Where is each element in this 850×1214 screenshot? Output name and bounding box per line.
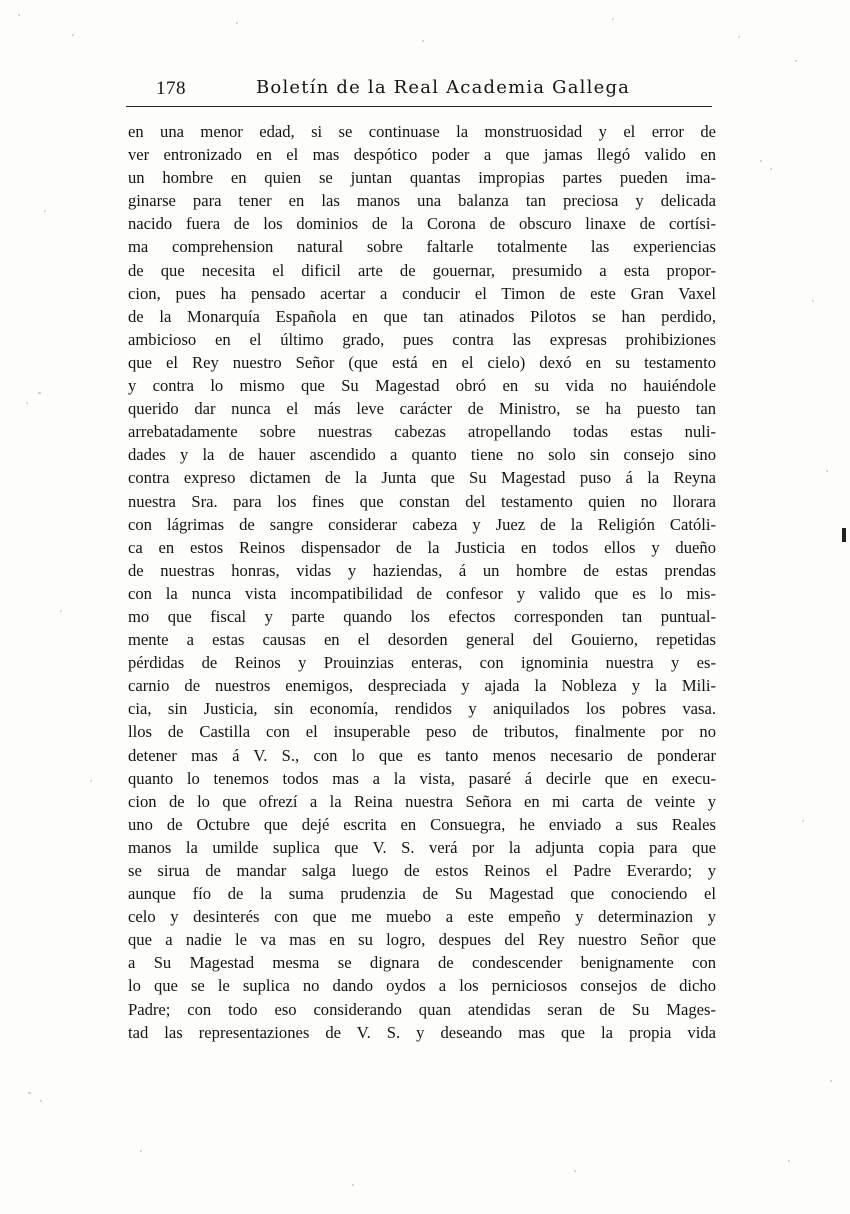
scan-speck [38,392,41,394]
running-title: Boletín de la Real Academia Gallega [256,77,631,98]
scan-speck [795,60,797,62]
scan-speck [40,1100,42,1102]
text-line: pérdidas de Reinos y Prouinzias enteras, con ignominia nuestra y es- [128,653,716,673]
text-line: uno de Octubre que dejé escrita en Consuegra, he enviado a sus Reales [128,814,716,834]
text-line: carnio de nuestros enemigos, despreciada y ajada la Nobleza y la Mili- [128,676,716,696]
text-line: Padre; con todo eso considerando quan atendidas seran de Su Mages- [128,999,716,1019]
text-line: manos la umilde suplica que V. S. verá por la adjunta copia para que [128,837,716,857]
scan-speck [770,168,772,170]
text-line: aunque fío de la suma prudenzia de Su Magestad que conociendo el [128,884,716,904]
scan-speck [574,1170,576,1172]
text-line: mo que fiscal y parte quando los efectos corresponden tan puntual- [128,606,716,626]
text-line: detener mas á V. S., con lo que es tanto menos necesario de ponderar [128,745,716,765]
text-line: arrebatadamente sobre nuestras cabezas atropellando todas estas nuli- [128,422,716,442]
text-line: quanto lo tenemos todos mas a la vista, pasaré á decirle que en execu- [128,768,716,788]
text-line: ca en estos Reinos dispensador de la Justicia en todos ellos y dueño [128,537,716,557]
text-line: que a nadie le va mas en su logro, despues del Rey nuestro Señor que [128,930,716,950]
page-header [150,76,710,106]
text-line: con la nunca vista incompatibilidad de confesor y valido que es lo mis- [128,583,716,603]
text-line: celo y desinterés con que me muebo a este empeño y determinazion y [128,907,716,927]
text-line: contra expreso dictamen de la Junta que Su Magestad puso á la Reyna [128,468,716,488]
scan-speck [802,820,804,822]
text-line: y contra lo mismo que Su Magestad obró en su vida no hauiéndole [128,376,716,396]
text-line: nuestra Sra. para los fines que constan del testamento quien no llorara [128,491,716,511]
text-line: nacido fuera de los dominios de la Corona de obscuro linaxe de cortísi- [128,214,716,234]
text-line: de que necesita el dificil arte de gouernar, presumido a esta propor- [128,260,716,280]
text-line: a Su Magestad mesma se dignara de condescender benignamente con [128,953,716,973]
scan-speck [140,1150,142,1152]
text-line: de nuestras honras, vidas y haziendas, á un hombre de estas prendas [128,560,716,580]
text-line: que el Rey nuestro Señor (que está en el cielo) dexó en su testamento [128,352,716,372]
scan-speck [812,300,814,302]
scan-speck [830,1080,832,1082]
page-number: 178 [156,78,186,99]
text-line: tad las representaziones de V. S. y deseando mas que la propia vida [128,1022,716,1042]
text-line: llos de Castilla con el insuperable peso de tributos, finalmente por no [128,722,716,742]
scan-speck [18,14,20,16]
scan-speck [44,210,46,212]
text-line: querido dar nunca el más leve carácter de Ministro, se ha puesto tan [128,399,716,419]
scan-speck [612,18,614,20]
scan-speck [352,1184,354,1186]
text-line: un hombre en quien se juntan quantas impropias partes pueden ima- [128,168,716,188]
header-rule [126,106,712,107]
scan-speck [738,36,740,38]
text-line: en una menor edad, si se continuase la monstruosidad y el error de [128,122,716,141]
text-line: se sirua de mandar salga luego de estos Reinos el Padre Everardo; y [128,861,716,880]
scan-speck [788,1160,790,1162]
scan-speck [26,402,28,404]
text-line: ver entronizado en el mas despótico poder a que jamas llegó valido en [128,145,716,165]
scan-speck [72,34,74,36]
text-line: cion, pues ha pensado acertar a conducir el Timon de este Gran Vaxel [128,283,716,303]
scan-speck [422,40,424,42]
text-line: ma comprehension natural sobre faltarle totalmente las experiencias [128,237,716,257]
scan-speck [90,780,92,782]
text-line: cia, sin Justicia, sin economía, rendidos y aniquilados los pobres vasa. [128,699,716,719]
margin-mark [842,528,846,542]
scan-speck [28,1092,31,1094]
scan-speck [236,22,238,24]
text-line: con lágrimas de sangre considerar cabeza y Juez de la Religión Católi- [128,514,716,534]
text-line: mente a estas causas en el desorden general del Gouierno, repetidas [128,630,716,650]
scan-speck [60,610,62,612]
scan-speck [760,160,762,162]
text-line: lo que se le suplica no dando oydos a los perniciosos consejos de dicho [128,976,716,996]
text-line: ginarse para tener en las manos una balanza tan preciosa y delicada [128,191,716,211]
text-line: ambicioso en el último grado, pues contra las expresas prohibiziones [128,329,716,349]
text-line: dades y la de hauer ascendido a quanto tiene no solo sin consejo sino [128,445,716,465]
text-line: cion de lo que ofrezí a la Reina nuestra Señora en mi carta de veinte y [128,791,716,811]
body-text [128,120,716,1044]
text-line: de la Monarquía Española en que tan atinados Pilotos se han perdido, [128,306,716,326]
scan-speck [826,470,828,472]
